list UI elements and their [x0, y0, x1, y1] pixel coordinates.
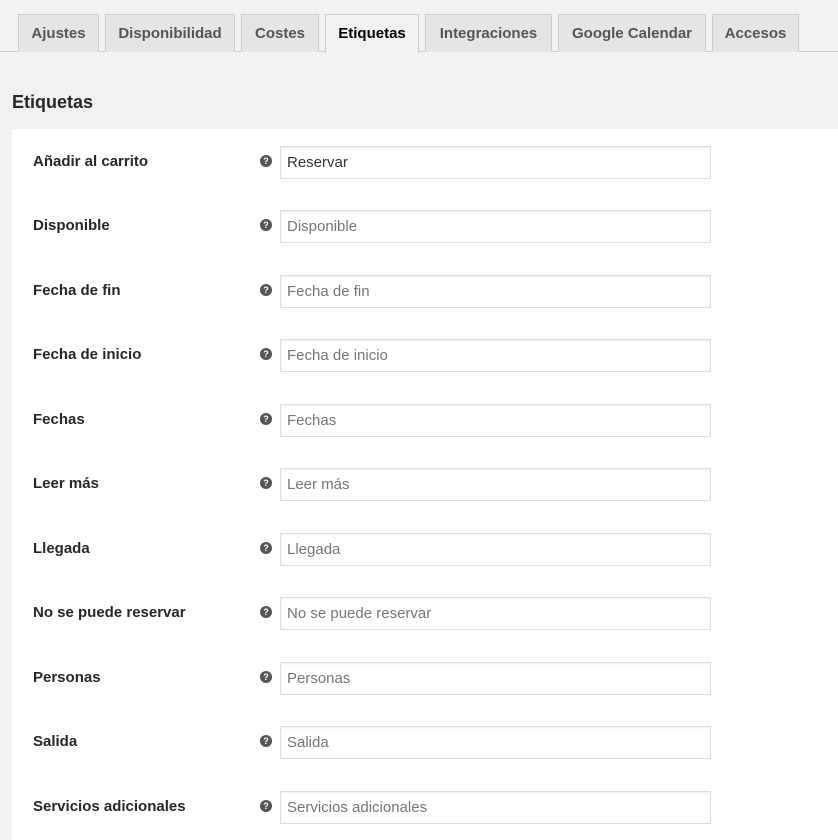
field-label: Fechas: [33, 411, 85, 428]
tab-etiquetas[interactable]: Etiquetas: [325, 14, 419, 53]
field-label: Salida: [33, 733, 78, 750]
field-row-arrival: [12, 533, 838, 573]
field-label: Leer más: [33, 475, 99, 492]
add-to-cart-input[interactable]: [280, 146, 711, 179]
available-input[interactable]: [280, 210, 711, 243]
field-label: Añadir al carrito: [33, 153, 149, 170]
labels-form: [12, 129, 838, 840]
help-icon[interactable]: ?: [260, 800, 272, 812]
settings-tabs: [0, 0, 838, 52]
field-row-departure: [12, 726, 838, 766]
help-icon[interactable]: ?: [260, 284, 272, 296]
help-icon[interactable]: ?: [260, 155, 272, 167]
field-label: Personas: [33, 669, 101, 686]
help-icon[interactable]: ?: [260, 671, 272, 683]
field-label: Disponible: [33, 217, 110, 234]
field-label: Fecha de fin: [33, 282, 121, 299]
end-date-input[interactable]: [280, 275, 711, 308]
tab-disponibilidad[interactable]: Disponibilidad: [105, 14, 235, 52]
read-more-input[interactable]: [280, 468, 711, 501]
start-date-input[interactable]: [280, 339, 711, 372]
field-label: Llegada: [33, 540, 90, 557]
arrival-input[interactable]: [280, 533, 711, 566]
persons-input[interactable]: [280, 662, 711, 695]
field-label: Servicios adicionales: [33, 798, 186, 815]
tab-google-calendar[interactable]: Google Calendar: [558, 14, 706, 52]
section-title: Etiquetas: [12, 92, 94, 112]
field-row-additional-services: [12, 791, 838, 831]
field-row-not-bookable: [12, 597, 838, 637]
help-icon[interactable]: ?: [260, 735, 272, 747]
field-label: No se puede reservar: [33, 604, 186, 621]
help-icon[interactable]: ?: [260, 348, 272, 360]
tab-accesos[interactable]: Accesos: [712, 14, 799, 52]
field-label: Fecha de inicio: [33, 346, 142, 363]
field-row-start-date: [12, 339, 838, 379]
help-icon[interactable]: ?: [260, 542, 272, 554]
field-row-end-date: [12, 275, 838, 315]
field-row-available: [12, 210, 838, 250]
field-row-read-more: [12, 468, 838, 508]
tab-integraciones[interactable]: Integraciones: [425, 14, 552, 52]
field-row-persons: [12, 662, 838, 702]
additional-services-input[interactable]: [280, 791, 711, 824]
help-icon[interactable]: ?: [260, 477, 272, 489]
tab-costes[interactable]: Costes: [241, 14, 319, 52]
not-bookable-input[interactable]: [280, 597, 711, 630]
help-icon[interactable]: ?: [260, 606, 272, 618]
tab-ajustes[interactable]: Ajustes: [18, 14, 99, 52]
help-icon[interactable]: ?: [260, 413, 272, 425]
departure-input[interactable]: [280, 726, 711, 759]
field-row-add-to-cart: [12, 146, 838, 186]
help-icon[interactable]: ?: [260, 219, 272, 231]
dates-input[interactable]: [280, 404, 711, 437]
field-row-dates: [12, 404, 838, 444]
